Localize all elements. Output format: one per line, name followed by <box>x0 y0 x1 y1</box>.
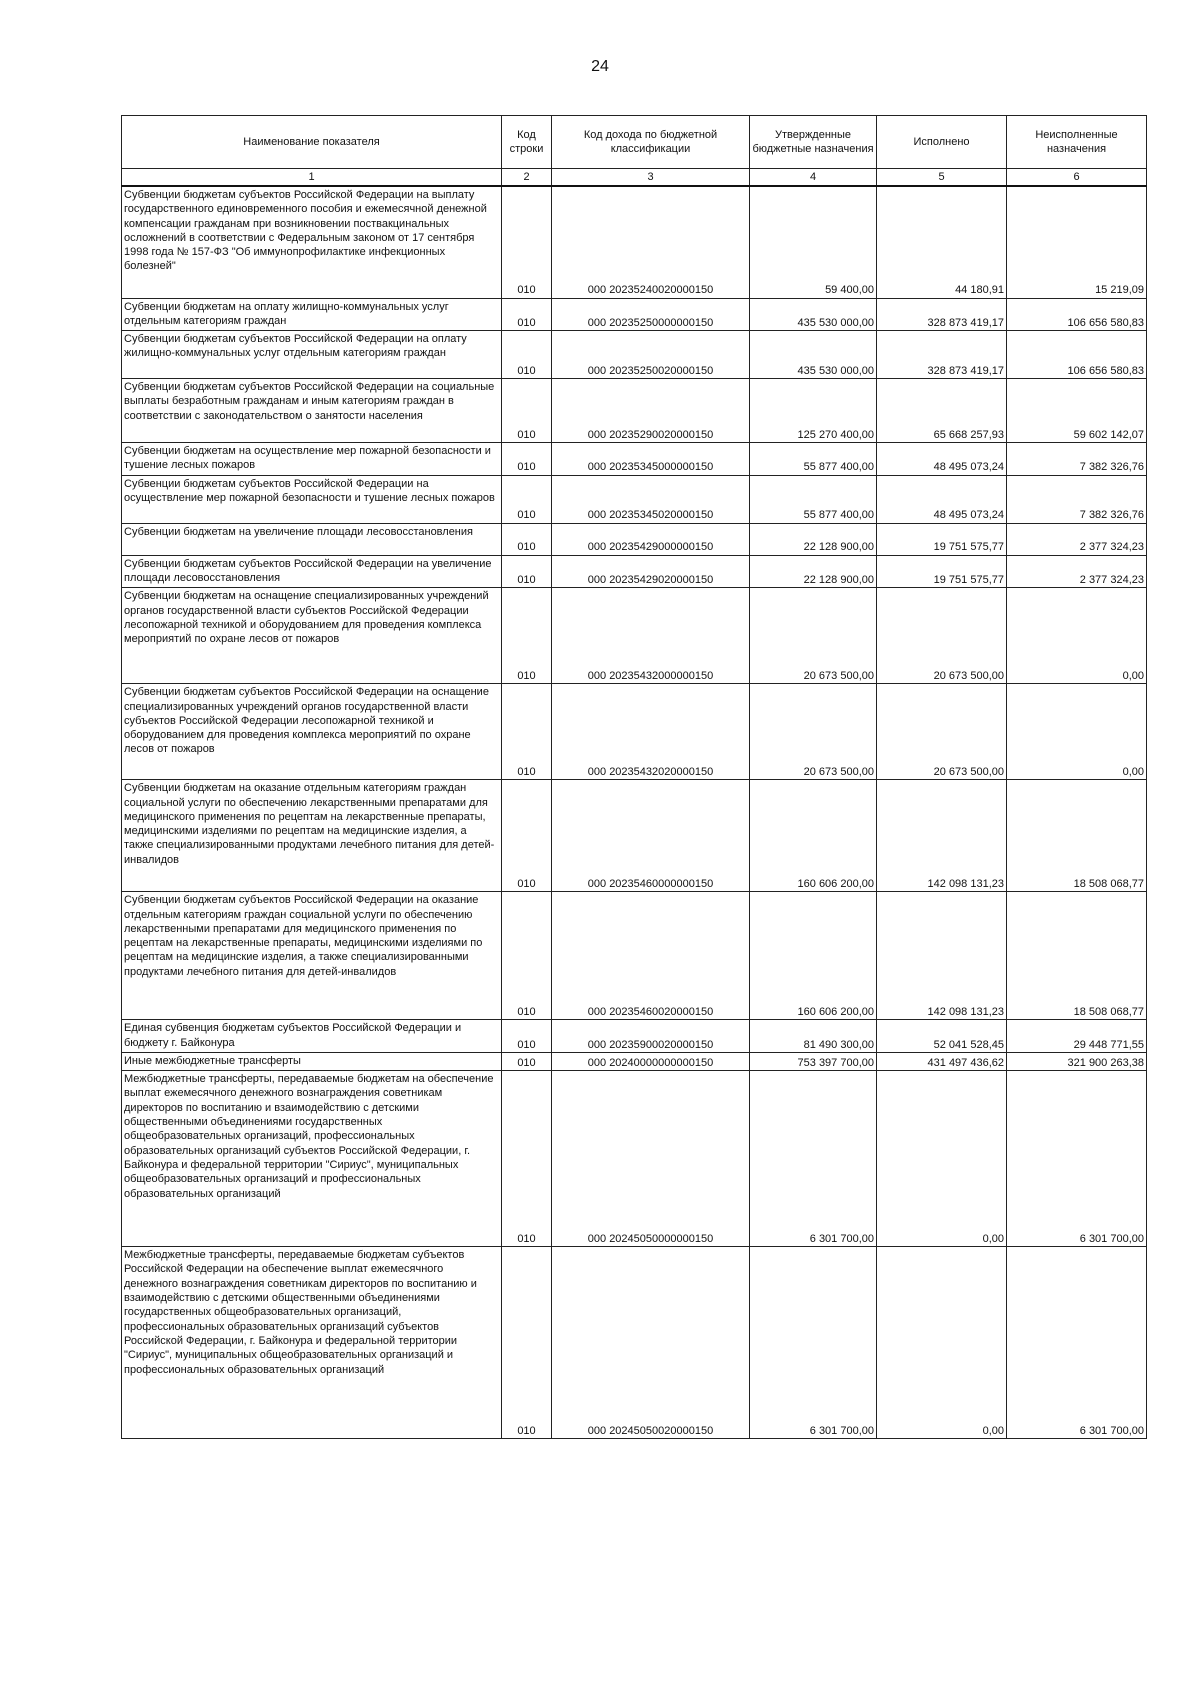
row-executed-cell: 20 673 500,00 <box>877 588 1007 684</box>
header-line-code: Код строки <box>502 116 552 169</box>
row-name-cell: Межбюджетные трансферты, передаваемые бюджетам субъектов Российской Федерации на обеспечение выплат ежемесячного денежного вознаграждения советникам директоров по воспитанию и взаимодействию с детскими общественными объединениями государственных общеобразовательных организаций, профессиональных образовательных организаций субъектов Российской Федерации, г. Байконура и федеральной территории "Сириус", муниципальных общеобразовательных организаций и профессиональных образовательных организаций <box>122 1247 502 1439</box>
row-income-code-cell: 000 20235250000000150 <box>552 298 750 331</box>
row-line-code-cell: 010 <box>502 1020 552 1053</box>
header-unexecuted: Неисполненные назначения <box>1007 116 1147 169</box>
row-approved-cell: 435 530 000,00 <box>750 298 877 331</box>
row-name-cell: Единая субвенция бюджетам субъектов Российской Федерации и бюджету г. Байконура <box>122 1020 502 1053</box>
row-approved-cell: 81 490 300,00 <box>750 1020 877 1053</box>
row-name-cell: Субвенции бюджетам субъектов Российской Федерации на оказание отдельным категориям граждан социальной услуги по обеспечению лекарственными препаратами для медицинского применения по рецептам на лекарственные препараты, медицинскими изделиями по рецептам на медицинские изделия, а также специализированными продуктами лечебного питания для детей-инвалидов <box>122 892 502 1020</box>
row-name-cell: Субвенции бюджетам субъектов Российской Федерации на оплату жилищно-коммунальных услуг отдельным категориям граждан <box>122 331 502 379</box>
header-income-code: Код дохода по бюджетной классификации <box>552 116 750 169</box>
row-approved-cell: 160 606 200,00 <box>750 780 877 892</box>
row-name-cell: Субвенции бюджетам на осуществление мер пожарной безопасности и тушение лесных пожаров <box>122 443 502 476</box>
row-executed-cell: 328 873 419,17 <box>877 331 1007 379</box>
column-number: 5 <box>877 169 1007 187</box>
row-line-code-cell: 010 <box>502 1247 552 1439</box>
row-name-cell: Субвенции бюджетам субъектов Российской Федерации на оснащение специализированных учреждений органов государственной власти субъектов Российской Федерации лесопожарной техникой и оборудованием для проведения комплекса мероприятий по охране лесов от пожаров <box>122 684 502 780</box>
row-executed-cell: 44 180,91 <box>877 186 1007 298</box>
column-number-row <box>122 169 1147 187</box>
row-name-cell: Субвенции бюджетам субъектов Российской Федерации на выплату государственного единовременного пособия и ежемесячной денежной компенсации гражданам при возникновении поствакцинальных осложнений в соответствии с Федеральным законом от 17 сентября 1998 года № 157-ФЗ "Об иммунопрофилактике инфекционных болезней" <box>122 186 502 298</box>
row-unexecuted-cell: 6 301 700,00 <box>1007 1247 1147 1439</box>
row-income-code-cell: 000 20235432000000150 <box>552 588 750 684</box>
page-number: 24 <box>591 58 609 75</box>
row-approved-cell: 55 877 400,00 <box>750 475 877 523</box>
row-unexecuted-cell: 7 382 326,76 <box>1007 443 1147 476</box>
row-unexecuted-cell: 0,00 <box>1007 684 1147 780</box>
column-number: 4 <box>750 169 877 187</box>
column-number: 6 <box>1007 169 1147 187</box>
row-unexecuted-cell: 106 656 580,83 <box>1007 331 1147 379</box>
table-row <box>122 443 1147 476</box>
table-row <box>122 780 1147 892</box>
row-unexecuted-cell: 106 656 580,83 <box>1007 298 1147 331</box>
row-name-cell: Иные межбюджетные трансферты <box>122 1052 502 1070</box>
row-income-code-cell: 000 20235290020000150 <box>552 379 750 443</box>
row-unexecuted-cell: 0,00 <box>1007 588 1147 684</box>
row-executed-cell: 0,00 <box>877 1071 1007 1247</box>
row-name-cell: Субвенции бюджетам субъектов Российской Федерации на социальные выплаты безработным гражданам и иным категориям граждан в соответствии с законодательством о занятости населения <box>122 379 502 443</box>
table-row <box>122 588 1147 684</box>
row-executed-cell: 0,00 <box>877 1247 1007 1439</box>
column-number: 2 <box>502 169 552 187</box>
row-income-code-cell: 000 20235429020000150 <box>552 555 750 588</box>
row-line-code-cell: 010 <box>502 523 552 555</box>
row-executed-cell: 142 098 131,23 <box>877 780 1007 892</box>
row-unexecuted-cell: 18 508 068,77 <box>1007 892 1147 1020</box>
row-executed-cell: 48 495 073,24 <box>877 443 1007 476</box>
row-approved-cell: 20 673 500,00 <box>750 684 877 780</box>
row-approved-cell: 6 301 700,00 <box>750 1247 877 1439</box>
row-line-code-cell: 010 <box>502 186 552 298</box>
row-approved-cell: 435 530 000,00 <box>750 331 877 379</box>
row-executed-cell: 65 668 257,93 <box>877 379 1007 443</box>
table-row <box>122 298 1147 331</box>
table-body <box>122 186 1147 1439</box>
table-row <box>122 379 1147 443</box>
table-row <box>122 186 1147 298</box>
row-income-code-cell: 000 20235345000000150 <box>552 443 750 476</box>
row-line-code-cell: 010 <box>502 555 552 588</box>
row-income-code-cell: 000 20245050020000150 <box>552 1247 750 1439</box>
row-name-cell: Межбюджетные трансферты, передаваемые бюджетам на обеспечение выплат ежемесячного денежного вознаграждения советникам директоров по воспитанию и взаимодействию с детскими общественными объединениями государственных общеобразовательных организаций, профессиональных образовательных организаций субъектов Российской Федерации, г. Байконура и федеральной территории "Сириус", муниципальных общеобразовательных организаций и профессиональных образовательных организаций <box>122 1071 502 1247</box>
column-number: 3 <box>552 169 750 187</box>
table-row <box>122 331 1147 379</box>
table-row <box>122 1052 1147 1070</box>
row-line-code-cell: 010 <box>502 588 552 684</box>
row-executed-cell: 52 041 528,45 <box>877 1020 1007 1053</box>
row-unexecuted-cell: 59 602 142,07 <box>1007 379 1147 443</box>
row-income-code-cell: 000 20235900020000150 <box>552 1020 750 1053</box>
row-line-code-cell: 010 <box>502 892 552 1020</box>
row-line-code-cell: 010 <box>502 684 552 780</box>
row-executed-cell: 19 751 575,77 <box>877 555 1007 588</box>
row-name-cell: Субвенции бюджетам субъектов Российской Федерации на осуществление мер пожарной безопасности и тушение лесных пожаров <box>122 475 502 523</box>
row-executed-cell: 142 098 131,23 <box>877 892 1007 1020</box>
row-line-code-cell: 010 <box>502 1052 552 1070</box>
header-name: Наименование показателя <box>122 116 502 169</box>
budget-report-table <box>121 115 1147 1439</box>
row-approved-cell: 160 606 200,00 <box>750 892 877 1020</box>
row-unexecuted-cell: 18 508 068,77 <box>1007 780 1147 892</box>
row-executed-cell: 48 495 073,24 <box>877 475 1007 523</box>
row-line-code-cell: 010 <box>502 1071 552 1247</box>
table-row <box>122 892 1147 1020</box>
row-line-code-cell: 010 <box>502 475 552 523</box>
row-approved-cell: 22 128 900,00 <box>750 523 877 555</box>
row-approved-cell: 22 128 900,00 <box>750 555 877 588</box>
row-unexecuted-cell: 2 377 324,23 <box>1007 523 1147 555</box>
row-income-code-cell: 000 20240000000000150 <box>552 1052 750 1070</box>
row-name-cell: Субвенции бюджетам на оплату жилищно-коммунальных услуг отдельным категориям граждан <box>122 298 502 331</box>
row-executed-cell: 19 751 575,77 <box>877 523 1007 555</box>
row-approved-cell: 20 673 500,00 <box>750 588 877 684</box>
row-name-cell: Субвенции бюджетам на увеличение площади лесовосстановления <box>122 523 502 555</box>
row-name-cell: Субвенции бюджетам субъектов Российской Федерации на увеличение площади лесовосстановления <box>122 555 502 588</box>
row-income-code-cell: 000 20235460020000150 <box>552 892 750 1020</box>
row-name-cell: Субвенции бюджетам на оснащение специализированных учреждений органов государственной власти субъектов Российской Федерации лесопожарной техникой и оборудованием для проведения комплекса мероприятий по охране лесов от пожаров <box>122 588 502 684</box>
table-row <box>122 523 1147 555</box>
row-line-code-cell: 010 <box>502 780 552 892</box>
header-row <box>122 116 1147 169</box>
table-row <box>122 1020 1147 1053</box>
row-unexecuted-cell: 6 301 700,00 <box>1007 1071 1147 1247</box>
row-income-code-cell: 000 20235460000000150 <box>552 780 750 892</box>
table-row <box>122 475 1147 523</box>
table-header <box>122 116 1147 187</box>
row-income-code-cell: 000 20235432020000150 <box>552 684 750 780</box>
row-line-code-cell: 010 <box>502 331 552 379</box>
row-approved-cell: 125 270 400,00 <box>750 379 877 443</box>
row-unexecuted-cell: 2 377 324,23 <box>1007 555 1147 588</box>
row-income-code-cell: 000 20245050000000150 <box>552 1071 750 1247</box>
row-unexecuted-cell: 29 448 771,55 <box>1007 1020 1147 1053</box>
row-line-code-cell: 010 <box>502 443 552 476</box>
row-approved-cell: 55 877 400,00 <box>750 443 877 476</box>
row-unexecuted-cell: 321 900 263,38 <box>1007 1052 1147 1070</box>
row-line-code-cell: 010 <box>502 379 552 443</box>
table-row <box>122 684 1147 780</box>
row-executed-cell: 20 673 500,00 <box>877 684 1007 780</box>
row-line-code-cell: 010 <box>502 298 552 331</box>
header-approved: Утвержденные бюджетные назначения <box>750 116 877 169</box>
row-income-code-cell: 000 20235429000000150 <box>552 523 750 555</box>
row-approved-cell: 6 301 700,00 <box>750 1071 877 1247</box>
row-executed-cell: 328 873 419,17 <box>877 298 1007 331</box>
header-executed: Исполнено <box>877 116 1007 169</box>
row-income-code-cell: 000 20235240020000150 <box>552 186 750 298</box>
table-row <box>122 1247 1147 1439</box>
row-executed-cell: 431 497 436,62 <box>877 1052 1007 1070</box>
row-unexecuted-cell: 7 382 326,76 <box>1007 475 1147 523</box>
column-number: 1 <box>122 169 502 187</box>
row-name-cell: Субвенции бюджетам на оказание отдельным категориям граждан социальной услуги по обеспечению лекарственными препаратами для медицинского применения по рецептам на лекарственные препараты, медицинскими изделиями по рецептам на медицинские изделия, а также специализированными продуктами лечебного питания для детей-инвалидов <box>122 780 502 892</box>
row-unexecuted-cell: 15 219,09 <box>1007 186 1147 298</box>
row-income-code-cell: 000 20235250020000150 <box>552 331 750 379</box>
table-row <box>122 555 1147 588</box>
row-approved-cell: 753 397 700,00 <box>750 1052 877 1070</box>
row-income-code-cell: 000 20235345020000150 <box>552 475 750 523</box>
table-row <box>122 1071 1147 1247</box>
row-approved-cell: 59 400,00 <box>750 186 877 298</box>
